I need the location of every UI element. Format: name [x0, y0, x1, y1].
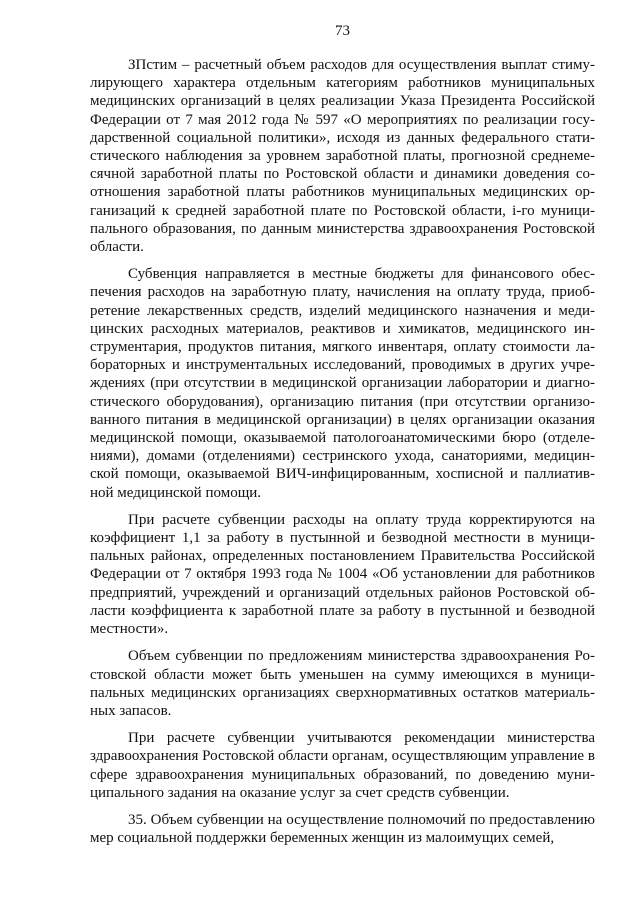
page-number: 73: [335, 23, 350, 39]
paragraph-zpstim-definition: ЗПстим – расчетный объем расходов для осуществления выплат стимулирующего характера отдельным категориям работников муниципальных медицинских организаций в целях реализации Указа Президента Российской Федерации от 7 мая 2012 года № 597 «О мероприятиях по реализации государственной социальной политики», исходя из данных федерального статистического наблюдения за уровнем заработной платы, прогнозной среднемесячной заработной платы по Ростовской области и динамики доведения соотношения заработной платы работников муниципальных медицинских организаций к средней заработной плате по Ростовской области, i-го муниципального образования, по данным министерства здравоохранения Ростовской области.: [90, 57, 595, 256]
paragraph-wage-coefficient: При расчете субвенции расходы на оплату труда корректируются на коэффициент 1,1 за работу в пустынной и безводной местности в муниципальных районах, определенных постановлением Правительства Российской Федерации от 7 октября 1993 года № 1004 «Об установлении для работников предприятий, учреждений и организаций отдельных районов Ростовской области коэффициента к заработной плате за работу в пустынной и безводной местности».: [90, 511, 595, 638]
body-text: [90, 56, 595, 856]
paragraph-ministry-recommendations: При расчете субвенции учитываются рекомендации министерства здравоохранения Ростовской области органам, осуществляющим управление в сфере здравоохранения муниципальных образований, по доведению муниципального задания на оказание услуг за счет средств субвенции.: [90, 730, 595, 801]
paragraph-subvention-purpose: Субвенция направляется в местные бюджеты для финансового обеспечения расходов на заработную плату, начисления на оплату труда, приобретение лекарственных средств, изделий медицинского назначения и медицинских расходных материалов, реактивов и химикатов, медицинского инструментария, продуктов питания, мягкого инвентаря, оплату стоимости лабораторных и инструментальных исследований, проводимых в других учреждениях (при отсутствии в медицинской организации лаборатории и диагностического оборудования), организацию питания (при отсутствии организованного питания в медицинской организации) в целях организации оказания медицинской помощи, оказываемой патологоанатомическими бюро (отделениями), домами (отделениями) сестринского ухода, санаториями, медицинской помощи, оказываемой ВИЧ-инфицированным, хосписной и паллиативной медицинской помощи.: [90, 266, 595, 501]
paragraph-item-35: 35. Объем субвенции на осуществление полномочий по предоставлению мер социальной поддержки беременных женщин из малоимущих семей,: [90, 811, 595, 847]
paragraph-subvention-reduction: Объем субвенции по предложениям министерства здравоохранения Ростовской области может быть уменьшен на сумму имеющихся в муниципальных медицинских организациях сверхнормативных остатков материальных запасов.: [90, 648, 595, 719]
